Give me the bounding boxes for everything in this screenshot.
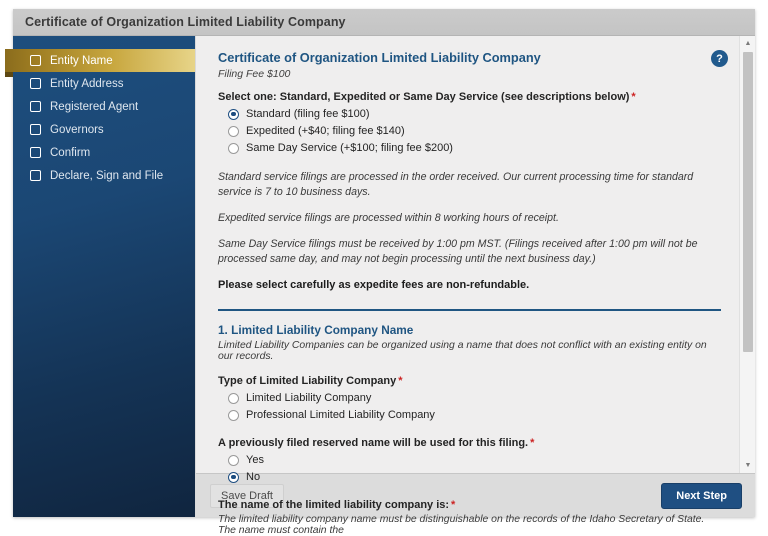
radio-icon[interactable] xyxy=(228,410,239,421)
sidebar-item-label: Confirm xyxy=(50,146,91,159)
section-divider xyxy=(218,309,721,311)
radio-standard[interactable] xyxy=(228,106,721,122)
radio-label: Expedited (+$40; filing fee $140) xyxy=(246,125,405,137)
required-marker: * xyxy=(398,375,403,388)
content-column xyxy=(195,36,755,536)
radio-same-day[interactable] xyxy=(228,140,721,156)
radio-reserved-yes[interactable] xyxy=(228,452,721,468)
expedited-service-note: Expedited service filings are processed within 8 working hours of receipt. xyxy=(218,212,559,225)
sidebar-item-entity-name[interactable] xyxy=(13,49,195,72)
standard-service-note: Standard service filings are processed in the order received. Our current processing time for standard service is 7 to 10 business days. xyxy=(218,171,694,199)
required-marker: * xyxy=(451,499,456,512)
application-window xyxy=(13,9,755,536)
required-marker: * xyxy=(530,437,535,450)
checkbox-icon[interactable] xyxy=(30,147,41,158)
reserved-name-label xyxy=(218,437,721,449)
filing-fee-label: Filing Fee $100 xyxy=(218,68,291,80)
radio-reserved-no[interactable] xyxy=(228,469,721,485)
reserved-name-group xyxy=(218,437,721,485)
llc-type-text: Type of Limited Liability Company xyxy=(218,375,397,388)
sidebar-item-label: Entity Address xyxy=(50,77,124,90)
sidebar-item-label: Entity Name xyxy=(50,54,113,67)
same-day-service-note: Same Day Service filings must be received by 1:00 pm MST. (Filings received after 1:00 pm will not be processed same day, and may not begin processing until the next business day.) xyxy=(218,238,698,266)
required-marker: * xyxy=(631,91,636,103)
checkbox-icon[interactable] xyxy=(30,78,41,89)
radio-label: Professional Limited Liability Company xyxy=(246,409,435,422)
save-draft-button[interactable]: Save Draft xyxy=(210,484,284,508)
radio-limited-liability-company[interactable] xyxy=(228,390,721,406)
sidebar-item-label: Registered Agent xyxy=(50,100,139,113)
company-name-group xyxy=(218,499,721,536)
radio-icon[interactable] xyxy=(228,126,239,137)
llc-type-group xyxy=(218,375,721,423)
sidebar-item-label: Declare, Sign and File xyxy=(50,169,164,182)
page-title: Certificate of Organization Limited Liability Company xyxy=(218,50,541,65)
sidebar-item-entity-address[interactable] xyxy=(13,72,195,95)
checkbox-icon[interactable] xyxy=(30,101,41,112)
sidebar-item-confirm[interactable] xyxy=(13,141,195,164)
radio-icon[interactable] xyxy=(228,393,239,404)
scroll-up-arrow[interactable]: ▲ xyxy=(744,40,752,47)
company-name-text: The name of the limited liability company is: xyxy=(218,499,450,512)
radio-icon[interactable] xyxy=(228,472,239,483)
window-body xyxy=(13,36,755,536)
next-step-button[interactable]: Next Step xyxy=(661,483,742,509)
radio-icon[interactable] xyxy=(228,455,239,466)
radio-label: Standard (filing fee $100) xyxy=(246,108,370,120)
sidebar-item-registered-agent[interactable] xyxy=(13,95,195,118)
radio-icon[interactable] xyxy=(228,109,239,120)
radio-icon[interactable] xyxy=(228,143,239,154)
radio-label: Yes xyxy=(246,454,264,467)
scroll-down-arrow[interactable]: ▼ xyxy=(744,462,752,469)
radio-label: No xyxy=(246,471,261,484)
company-name-label xyxy=(218,499,721,511)
service-selection-text: Select one: Standard, Expedited or Same Day Service (see descriptions below) xyxy=(218,91,630,103)
sidebar-item-label: Governors xyxy=(50,123,104,136)
help-icon[interactable]: ? xyxy=(711,50,728,67)
company-name-help: The limited liability company name must be distinguishable on the records of the Idaho Secretary of State. The name must contain the xyxy=(218,514,705,536)
sidebar-navigation xyxy=(13,36,195,517)
section1-title: 1. Limited Liability Company Name xyxy=(218,323,414,338)
window-title: Certificate of Organization Limited Liability Company xyxy=(25,15,346,29)
checkbox-icon[interactable] xyxy=(30,124,41,135)
service-selection-label xyxy=(218,91,721,103)
active-tab-fold xyxy=(5,72,13,77)
checkbox-icon[interactable] xyxy=(30,55,41,66)
service-selection-group xyxy=(218,91,721,156)
llc-type-label xyxy=(218,375,721,387)
title-bar xyxy=(13,9,755,36)
radio-professional-limited-liability-company[interactable] xyxy=(228,407,721,423)
radio-label: Same Day Service (+$100; filing fee $200) xyxy=(246,142,453,154)
non-refundable-warning: Please select carefully as expedite fees are non-refundable. xyxy=(218,279,530,292)
reserved-name-text: A previously filed reserved name will be used for this filing. xyxy=(218,437,529,450)
radio-expedited[interactable] xyxy=(228,123,721,139)
vertical-scrollbar[interactable] xyxy=(739,36,755,473)
sidebar-item-governors[interactable] xyxy=(13,118,195,141)
checkbox-icon[interactable] xyxy=(30,170,41,181)
sidebar-item-declare-sign-and-file[interactable] xyxy=(13,164,195,187)
scrollbar-thumb[interactable] xyxy=(743,52,753,352)
radio-label: Limited Liability Company xyxy=(246,392,372,405)
section1-description: Limited Liability Companies can be organized using a name that does not conflict with an existing entity on our records. xyxy=(218,340,707,363)
